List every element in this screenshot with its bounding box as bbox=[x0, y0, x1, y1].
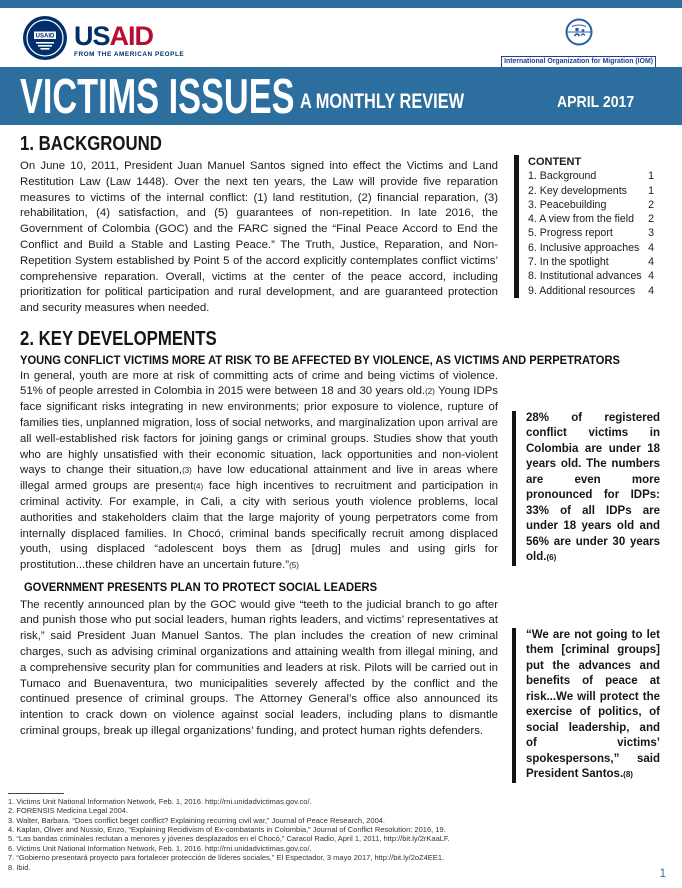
usaid-wordmark-aid: AID bbox=[109, 20, 154, 51]
toc-item-page: 1 bbox=[648, 184, 654, 197]
toc-item-label: 1. Background bbox=[528, 170, 597, 183]
section-heading-background: 1. BACKGROUND bbox=[20, 133, 162, 155]
newsletter-banner bbox=[0, 67, 682, 125]
key-developments-side-column bbox=[512, 369, 660, 783]
toc-item-page: 4 bbox=[648, 241, 654, 254]
toc-item-label: 8. Institutional advances bbox=[528, 270, 642, 283]
top-blue-bar bbox=[0, 0, 682, 8]
usaid-seal-icon bbox=[22, 15, 68, 66]
footnote: 2. FORENSIS Medicina Legal 2004. bbox=[8, 806, 129, 816]
toc-item-page: 2 bbox=[648, 213, 654, 226]
footnote: 4. Kaplan, Oliver and Nussio, Enzo, “Explaining Recidivism of Ex-combatants in Colombia,” Journal of Conflict Resolution: 2016, 19. bbox=[8, 824, 446, 834]
toc-item bbox=[528, 169, 660, 183]
toc-item bbox=[528, 284, 660, 298]
usaid-tagline: FROM THE AMERICAN PEOPLE bbox=[74, 50, 185, 58]
page-number: 1 bbox=[659, 868, 666, 880]
usaid-wordmark bbox=[74, 20, 185, 58]
content-box bbox=[514, 155, 660, 298]
toc-item-page: 3 bbox=[648, 227, 654, 240]
footnote: 1. Victims Unit National Information Network, Feb. 1, 2016. http://rni.unidadvictimas.gov.co/. bbox=[8, 796, 312, 806]
toc-item-label: 3. Peacebuilding bbox=[528, 198, 607, 211]
toc-item-label: 6. Inclusive approaches bbox=[528, 241, 640, 254]
footnote: 8. Ibid. bbox=[8, 862, 31, 872]
pull-quote-1: 28% of registered conflict victims in Colombia are under 18 years old. The numbers are even more pronounced for IDPs: 33% of all IDPs are under 18 years old and 56% are under 30 years old.(6) bbox=[512, 411, 660, 566]
footnote-lines bbox=[8, 797, 662, 872]
svg-text:USAID: USAID bbox=[35, 33, 55, 40]
toc-item bbox=[528, 184, 660, 198]
newsletter-subtitle: A MONTHLY REVIEW bbox=[300, 90, 465, 113]
toc-item bbox=[528, 255, 660, 269]
key-developments-main-column bbox=[20, 369, 498, 783]
toc-item-label: 2. Key developments bbox=[528, 184, 627, 197]
key-developments-row bbox=[20, 369, 660, 783]
iom-name: International Organization for Migration (IOM) bbox=[501, 56, 656, 69]
footnote-separator bbox=[8, 793, 64, 794]
toc-item bbox=[528, 198, 660, 212]
key-developments-paragraph-1: In general, youth are more at risk of committing acts of crime and being victims of violence. 51% of people arrested in Colombia in 2015 were between 18 and 30 years old.(2) Young IDPs face significant risks integrating in new environments; prior exposure to violence, rupture of families ties, unplanned migration, loss of social networks, and marginalization upon arrival are all well-established risk factors for joining gangs or criminal groups. Studies show that youth who are highly unsatisfied with their economic situation, lack opportunities and non-violent ways to change their situation,(3) have low educational attainment and live in areas where illegal armed groups are present(4) face high incentives to recruitment and participation in criminal activity. For example, in Cali, a city with serious youth violence problems, local authorities and stakeholders claim that the large majority of young perpetrators come from internally displaced families. In Chocó, criminal bands specifically recruit among displaced youth, using displaced “adolescent boys them as [drug] mules and using girls for prostitution...these children have an uncertain future.”(5) bbox=[20, 369, 498, 572]
background-side-column bbox=[512, 125, 660, 323]
footnotes bbox=[8, 793, 662, 872]
toc-item-page: 4 bbox=[648, 270, 654, 283]
toc-item-page: 4 bbox=[648, 284, 654, 297]
newsletter-title: VICTIMS ISSUES bbox=[20, 70, 295, 124]
toc-item-page: 4 bbox=[648, 256, 654, 269]
pull-quote-2: “We are not going to let them [criminal groups] put the advances and benefits of peace at risk...We will protect the exercise of politics, of social leadership, and of victims’ spokespersons,” said President Santos.(8) bbox=[512, 628, 660, 783]
toc-item-label: 4. A view from the field bbox=[528, 213, 634, 226]
background-main-column bbox=[20, 125, 498, 323]
footnote: 5. “Las bandas criminales reclutan a menores y jóvenes desplazados en el Chocó,” Caracol Radio, April 1, 2011, http://bit.ly/2rKaaLF. bbox=[8, 834, 450, 844]
footnote: 3. Walter, Barbara. “Does conflict beget conflict? Explaining recurring civil war,” Journal of Peace Research, 2004. bbox=[8, 815, 385, 825]
subheading-youth-violence: YOUNG CONFLICT VICTIMS MORE AT RISK TO BE AFFECTED BY VIOLENCE, AS VICTIMS AND PERPETRATORS bbox=[20, 352, 620, 367]
toc-items bbox=[528, 169, 660, 298]
toc-item bbox=[528, 212, 660, 226]
subheading-social-leaders: GOVERNMENT PRESENTS PLAN TO PROTECT SOCIAL LEADERS bbox=[24, 579, 378, 594]
page-content bbox=[0, 125, 682, 783]
iom-globe-icon bbox=[561, 16, 597, 56]
toc-item-label: 7. In the spotlight bbox=[528, 256, 609, 269]
section-heading-key-developments: 2. KEY DEVELOPMENTS bbox=[20, 327, 217, 350]
usaid-logo bbox=[22, 15, 184, 66]
toc-item bbox=[528, 241, 660, 255]
footnote: 7. “Gobierno presentará proyecto para fortalecer protección de líderes sociales,” El Espectador, 3 mayo 2017, http://bit.ly/2oZ4EE1. bbox=[8, 853, 445, 863]
toc-item-page: 1 bbox=[648, 170, 654, 183]
usaid-wordmark-us: US bbox=[74, 20, 110, 51]
toc-item-label: 5. Progress report bbox=[528, 227, 613, 240]
toc-item-label: 9. Additional resources bbox=[528, 284, 636, 297]
toc-item bbox=[528, 226, 660, 240]
background-row bbox=[20, 125, 660, 323]
toc-item bbox=[528, 269, 660, 283]
toc-item-page: 2 bbox=[648, 198, 654, 211]
key-developments-paragraph-2: The recently announced plan by the GOC would give “teeth to the judicial branch to go after and punish those who put social leaders, human rights leaders, and victims’ representatives at risk,” said President Juan Manuel Santos. The plan includes the creation of new criminal charges, such as advising criminal organizations and attaining wealth from illegal mining, and a comprehensive security plan for communities and leaders at risk. Pilots will be carried out in Tumaco and Buenaventura, two municipalities severely affected by the conflict and the continued presence of criminal groups. The Attorney General’s office also announced its intention to crack down on violence against social leaders, including plans to dismantle criminal groups, break up illegal organizations’ funding, and protect human rights defenders. bbox=[20, 598, 498, 737]
toc-title: CONTENT bbox=[528, 156, 582, 168]
footnote: 6. Victims Unit National Information Network, Feb. 1, 2016. http://rni.unidadvictimas.gov.co/. bbox=[8, 843, 312, 853]
background-paragraph: On June 10, 2011, President Juan Manuel Santos signed into effect the Victims and Land Restitution Law (Law 1448). Over the next ten years, the Law will provide five reparation measures to victims of the internal conflict: (1) land restitution, (2) financial reparation, (3) rehabilitation, (4) satisfaction, and (5) guarantees of non-repetition. In late 2016, the Government of Colombia (GOC) and the FARC signed the “Final Peace Accord to End the Conflict and Build a Stable and Lasting Peace.” The Truth, Justice, Reparation, and Non-Repetition System established by Point 5 of the accord explicitly contemplates conflict victims’ comprehensive reparation. Overall, victims at the center of the peace accord, including prioritization for political participation and rural development, and are guaranteed protection and security measures when needed. bbox=[20, 160, 498, 315]
issue-date: APRIL 2017 bbox=[557, 94, 635, 111]
header-logos bbox=[0, 8, 682, 67]
